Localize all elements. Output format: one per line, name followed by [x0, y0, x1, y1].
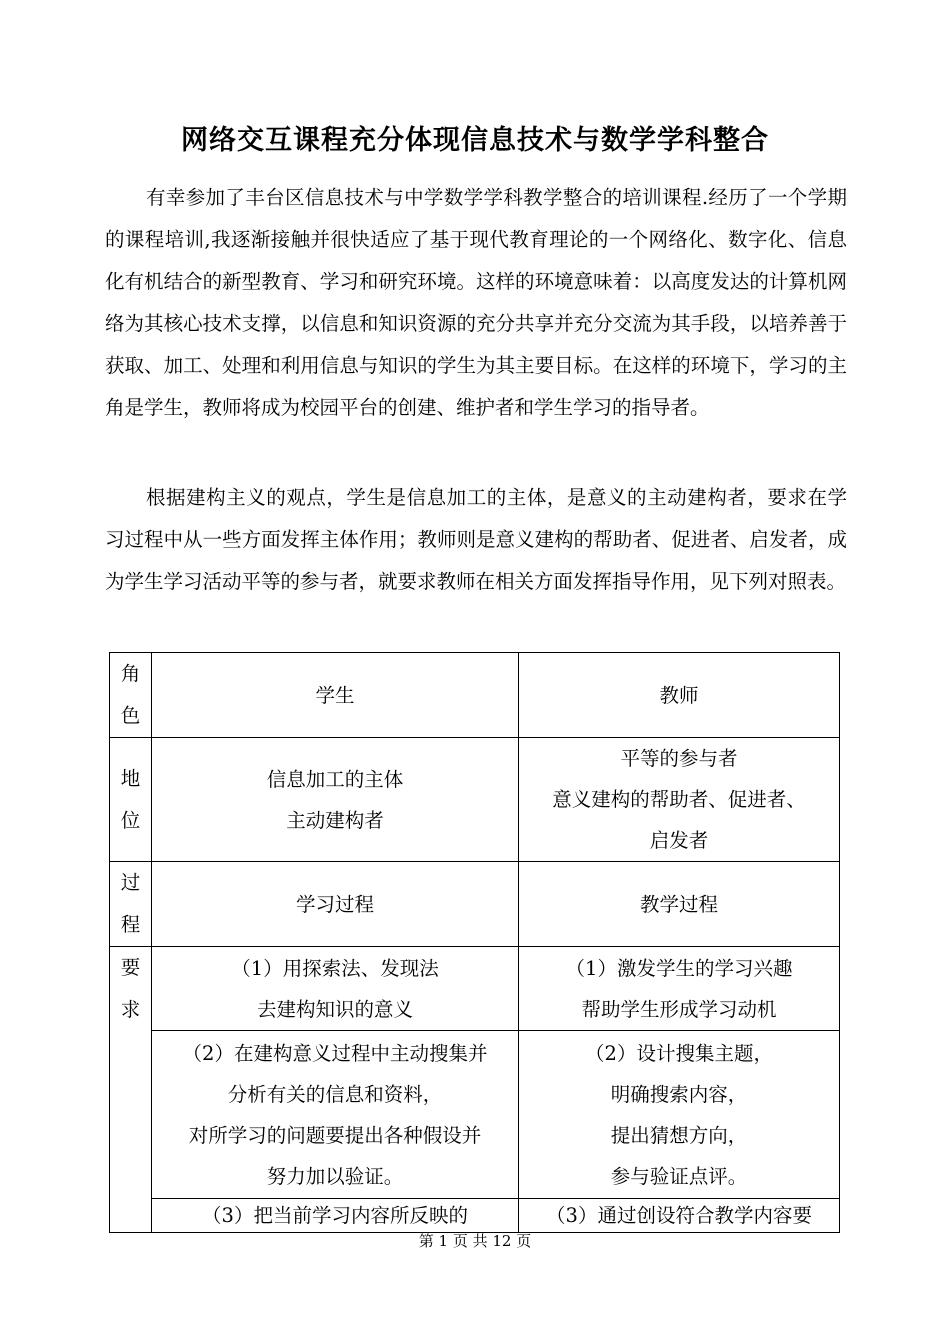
- table-row-requirement-1: [110, 947, 840, 1031]
- paragraph-constructivism: 根据建构主义的观点，学生是信息加工的主体，是意义的主动建构者，要求在学习过程中从一些方面发挥主体作用；教师则是意义建构的帮助者、促进者、启发者，成为学生学习活动平等的参与者，就要求教师在相关方面发挥指导作用，见下列对照表。: [105, 486, 847, 593]
- cell-line: 帮助学生形成学习动机: [581, 997, 777, 1021]
- cell-line: （2）设计搜集主题，: [585, 1041, 773, 1065]
- page-footer: 第 1 页 共 12 页: [418, 1232, 532, 1250]
- row-label-status: [110, 738, 152, 862]
- cell-line: 信息加工的主体: [266, 767, 404, 791]
- header-student: 学生: [152, 653, 519, 738]
- label-char: 程: [120, 913, 141, 936]
- row-label-process: [110, 862, 152, 947]
- label-char: 色: [120, 704, 141, 727]
- label-char: 求: [120, 998, 141, 1021]
- requirement-3-student: [152, 1199, 519, 1233]
- table-row-role: [110, 653, 840, 738]
- requirement-1-teacher: [519, 947, 840, 1031]
- table-row-requirement-2: [110, 1031, 840, 1199]
- label-char: 要: [120, 956, 141, 979]
- cell-line: 主动建构者: [286, 808, 384, 832]
- cell-line: 对所学习的问题要提出各种假设并: [188, 1123, 482, 1147]
- table-row-requirement-3: [110, 1199, 840, 1233]
- cell-line: 分析有关的信息和资料，: [227, 1082, 443, 1106]
- requirement-2-student: [152, 1031, 519, 1199]
- cell-line: 参与验证点评。: [610, 1164, 748, 1188]
- requirement-3-teacher: [519, 1199, 840, 1233]
- cell-line: 意义建构的帮助者、促进者、: [552, 788, 806, 811]
- cell-line: （1）激发学生的学习兴趣: [565, 956, 793, 980]
- cell-line: 提出猜想方向，: [610, 1123, 748, 1147]
- label-char: 角: [120, 662, 141, 685]
- process-student: 学习过程: [152, 862, 519, 947]
- requirement-2-teacher: [519, 1031, 840, 1199]
- cell-line: （1）用探索法、发现法: [231, 956, 439, 980]
- cell-line: （3）把当前学习内容所反映的: [202, 1203, 468, 1227]
- status-student: [152, 738, 519, 862]
- paragraph-intro: 有幸参加了丰台区信息技术与中学数学学科教学整合的培训课程.经历了一个学期的课程培训,我逐渐接触并很快适应了基于现代教育理论的一个网络化、数字化、信息化有机结合的新型教育、学习和研究环境。这样的环境意味着：以高度发达的计算机网络为其核心技术支撑，以信息和知识资源的充分共享并充分交流为其手段，以培养善于获取、加工、处理和利用信息与知识的学生为其主要目标。在这样的环境下，学习的主角是学生，教师将成为校园平台的创建、维护者和学生学习的指导者。: [105, 186, 847, 419]
- cell-line: （2）在建构意义过程中主动搜集并: [182, 1041, 488, 1065]
- row-label-role: [110, 653, 152, 738]
- cell-line: 启发者: [649, 829, 709, 852]
- comparison-table: [109, 652, 840, 1233]
- process-teacher: 教学过程: [519, 862, 840, 947]
- cell-line: （3）通过创设符合教学内容要: [546, 1203, 812, 1227]
- header-teacher: 教师: [519, 653, 840, 738]
- cell-line: 去建构知识的意义: [256, 997, 413, 1021]
- table-row-status: [110, 738, 840, 862]
- cell-line: 平等的参与者: [620, 747, 738, 770]
- label-char: 位: [120, 808, 141, 832]
- document-title: 网络交互课程充分体现信息技术与数学学科整合: [181, 125, 769, 156]
- status-teacher: [519, 738, 840, 862]
- row-label-requirements: [110, 947, 152, 1233]
- cell-line: 明确搜索内容，: [610, 1082, 748, 1106]
- label-char: 地: [120, 766, 141, 790]
- requirement-1-student: [152, 947, 519, 1031]
- cell-line: 努力加以验证。: [266, 1164, 404, 1188]
- label-char: 过: [120, 871, 141, 894]
- table-row-process: [110, 862, 840, 947]
